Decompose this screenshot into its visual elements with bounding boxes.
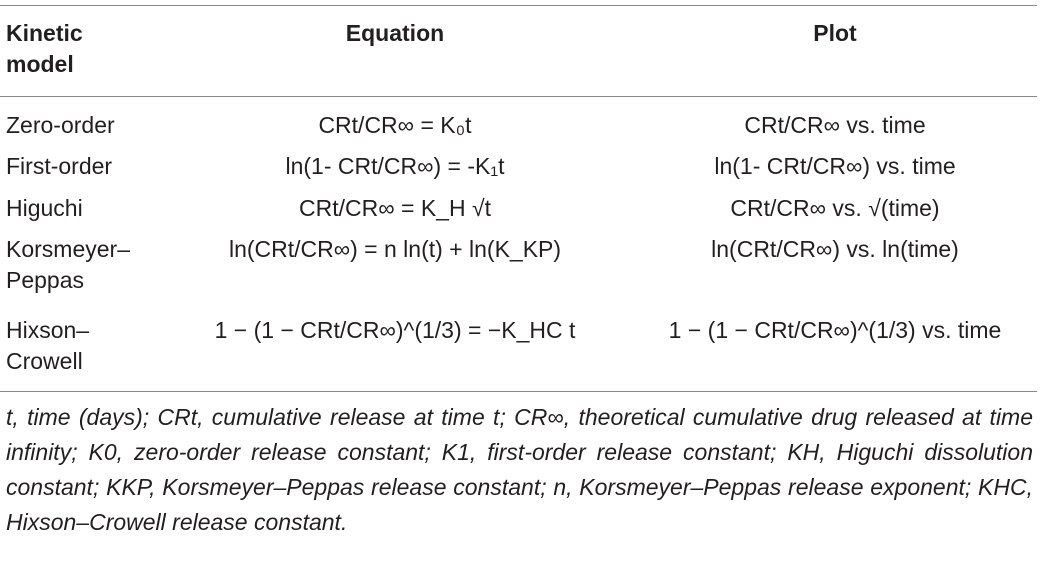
table-bottom-rule xyxy=(0,391,1037,392)
header-equation: Equation xyxy=(345,20,445,46)
header-kinetic-model xyxy=(6,18,136,80)
header-kinetic-model-text: Kinetic model xyxy=(6,20,83,77)
row-korsmeyer-plot: ln(CRt/CR∞) vs. ln(time) xyxy=(711,236,959,262)
row-hixson-equation: 1 − (1 − CRt/CR∞)^(1/3) = −K_HC t xyxy=(214,317,576,343)
row-korsmeyer-model: Korsmeyer–Peppas xyxy=(6,236,130,293)
row-first-order-model: First-order xyxy=(6,153,113,179)
row-hixson-plot: 1 − (1 − CRt/CR∞)^(1/3) vs. time xyxy=(668,317,1002,343)
table-header-rule xyxy=(0,96,1037,97)
row-zero-order-equation: CRt/CR∞ = K₀t xyxy=(318,112,472,138)
row-higuchi-model: Higuchi xyxy=(6,195,83,221)
row-korsmeyer-equation: ln(CRt/CR∞) = n ln(t) + ln(K_KP) xyxy=(228,236,562,262)
table-top-rule xyxy=(0,5,1037,6)
row-higuchi-equation: CRt/CR∞ = K_H √t xyxy=(299,195,491,221)
table-footnote: t, time (days); CRt, cumulative release at time t; CR∞, theoretical cumulative drug released at time infinity; K0, zero-order release constant; K1, first-order release constant; KH, Higuchi dissolution constant; KKP, Korsmeyer–Peppas release constant; n, Korsmeyer–Peppas release exponent; KHC, Hixson–Crowell release constant. xyxy=(6,404,1033,535)
row-zero-order-plot: CRt/CR∞ vs. time xyxy=(744,112,926,138)
row-higuchi-plot: CRt/CR∞ vs. √(time) xyxy=(730,195,940,221)
row-hixson-model: Hixson–Crowell xyxy=(6,317,90,374)
row-first-order-equation: ln(1- CRt/CR∞) = -K₁t xyxy=(285,153,505,179)
header-plot: Plot xyxy=(813,20,857,46)
row-zero-order-model: Zero-order xyxy=(6,112,115,138)
row-first-order-plot: ln(1- CRt/CR∞) vs. time xyxy=(714,153,956,179)
